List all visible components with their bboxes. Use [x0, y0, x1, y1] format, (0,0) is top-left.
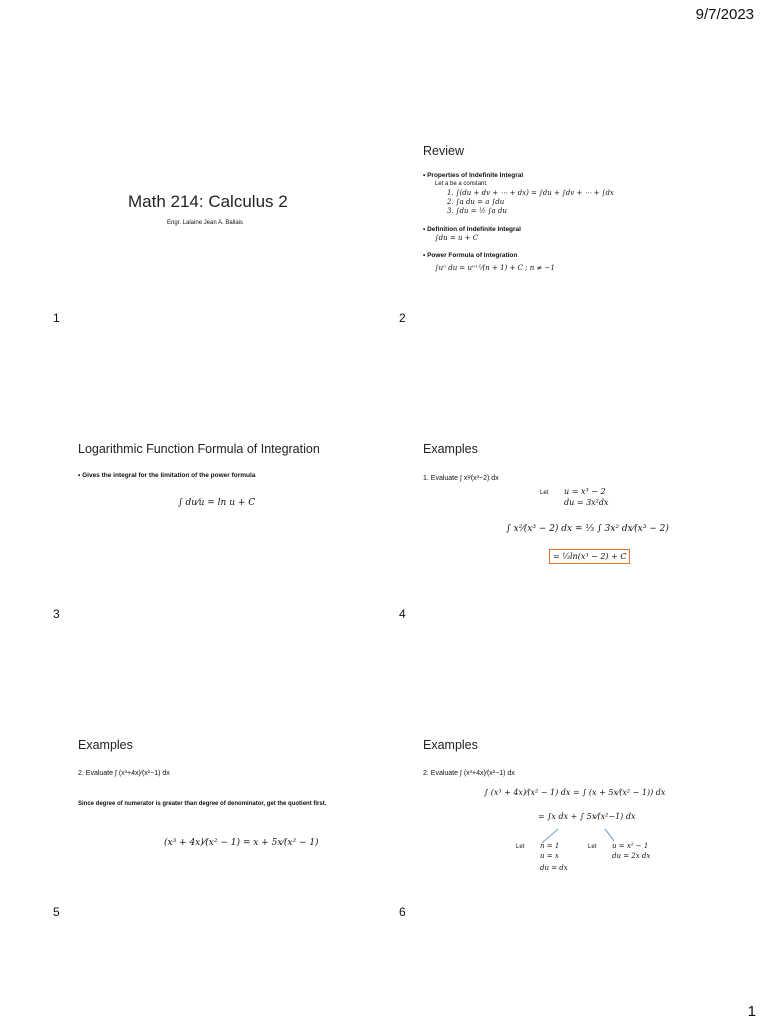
- answer-box: = ⅓ln(x³ − 2) + C: [549, 549, 630, 564]
- slide-2: [418, 120, 738, 320]
- connector-lines: [418, 716, 738, 916]
- slide-number: 3: [53, 607, 60, 621]
- slide-1: [52, 120, 372, 320]
- slide-title: Examples: [423, 442, 478, 456]
- explanation-text: Since degree of numerator is greater than degree of denominator, get the quotient first.: [78, 801, 327, 807]
- slide-number: 6: [399, 905, 406, 919]
- slide-number: 4: [399, 607, 406, 621]
- log-formula-eq: ∫ du⁄u = ln u + C: [178, 498, 256, 508]
- slide-5: [72, 716, 392, 916]
- print-date: 9/7/2023: [695, 6, 754, 23]
- sub-u2: u = x² − 1: [612, 842, 649, 850]
- let-label: Let: [588, 844, 597, 850]
- question: 1. Evaluate ∫ x²⁄(x³−2) dx: [423, 475, 499, 482]
- sub-u: u = x: [540, 852, 559, 860]
- slide-3: [72, 418, 392, 618]
- slide-title: Review: [423, 144, 464, 158]
- bullet-subtext: Let a be a constant.: [435, 181, 488, 187]
- sub-du: du = dx: [540, 864, 568, 872]
- slide-title: Math 214: Calculus 2: [128, 192, 288, 211]
- slide-number: 1: [53, 311, 60, 325]
- let-label: Let: [540, 490, 549, 496]
- question: 2. Evaluate ∫ (x³+4x)⁄(x²−1) dx: [78, 770, 170, 777]
- author: Engr. Lalaine Jean A. Ballais: [167, 220, 244, 226]
- slide-6: [418, 716, 738, 916]
- property-2: 2. ∫a du = a ∫du: [447, 198, 505, 206]
- substitution-du: du = 3x²dx: [564, 498, 609, 507]
- let-label: Let: [516, 844, 525, 850]
- bullet: • Power Formula of Integration: [423, 252, 517, 259]
- bullet: • Gives the integral for the limitation of the power formula: [78, 472, 255, 479]
- slide-title: Examples: [78, 738, 133, 752]
- slide-number: 2: [399, 311, 406, 325]
- step-eq: ∫ x²⁄(x³ − 2) dx = ⅓ ∫ 3x² dx⁄(x³ − 2): [506, 524, 669, 534]
- quotient-eq: (x³ + 4x)⁄(x² − 1) = x + 5x⁄(x² − 1): [164, 838, 319, 848]
- power-formula-eq: ∫uⁿ du = uⁿ⁺¹⁄(n + 1) + C ; n ≠ −1: [435, 264, 555, 272]
- expanded-eq: ∫ (x³ + 4x)⁄(x² − 1) dx = ∫ (x + 5x⁄(x² − 1)) dx: [484, 788, 666, 797]
- definition-eq: ∫du = u + C: [435, 234, 479, 242]
- slide-number: 5: [53, 905, 60, 919]
- property-3: 3. ∫du = ½ ∫a du: [447, 207, 507, 215]
- page-number: 1: [747, 1003, 756, 1020]
- property-1: 1. ∫(du + dv + ⋯ + dx) = ∫du + ∫dv + ⋯ + ∫dx: [447, 189, 614, 197]
- bullet: • Definition of Indefinite Integral: [423, 226, 521, 233]
- split-eq: = ∫x dx + ∫ 5x⁄(x²−1) dx: [538, 812, 636, 821]
- slide-4: [418, 418, 738, 618]
- sub-n: n = 1: [540, 842, 560, 850]
- question: 2. Evaluate ∫ (x³+4x)⁄(x²−1) dx: [423, 770, 515, 777]
- sub-du2: du = 2x dx: [612, 852, 651, 860]
- bullet: • Properties of Indefinite Integral: [423, 172, 523, 179]
- slide-title: Examples: [423, 738, 478, 752]
- substitution-u: u = x³ − 2: [564, 487, 606, 496]
- slide-title: Logarithmic Function Formula of Integration: [78, 442, 320, 456]
